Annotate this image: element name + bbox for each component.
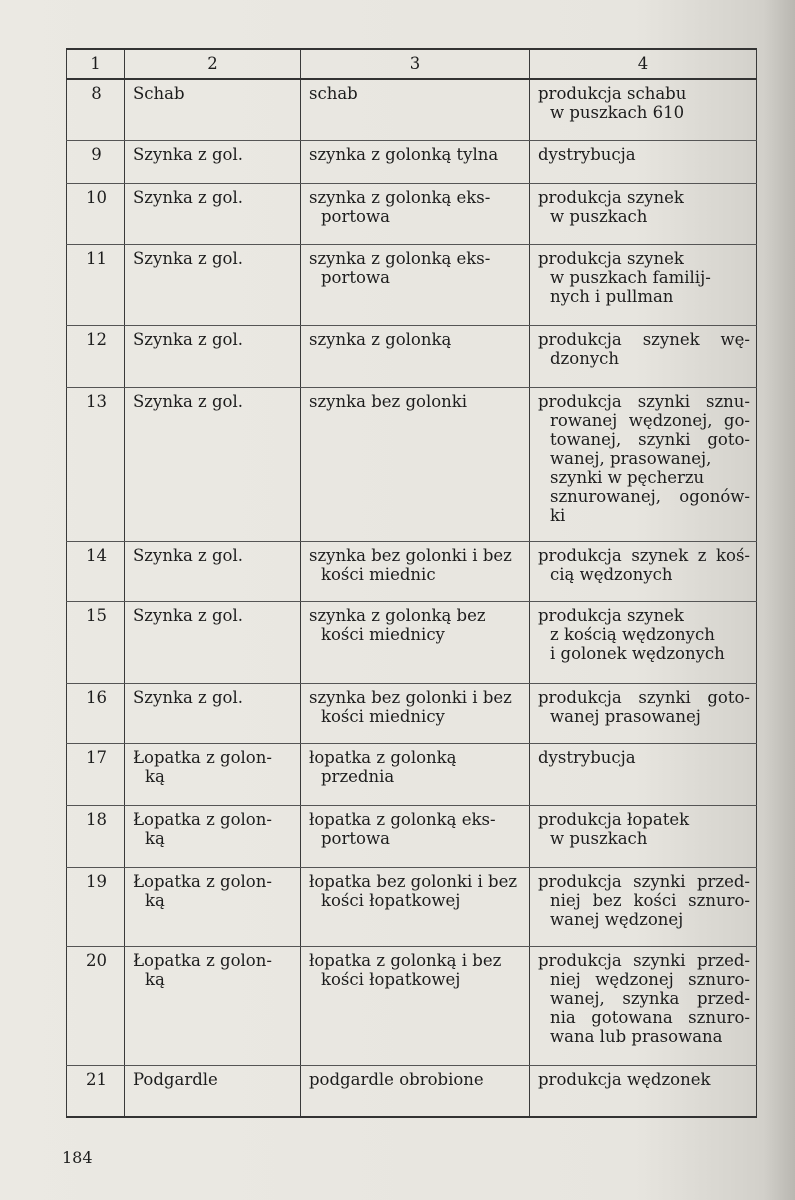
table-row — [67, 140, 757, 183]
cut-usage — [530, 387, 757, 541]
header-col-3: 3 — [301, 49, 530, 79]
cell-line: produkcja łopatek — [538, 809, 690, 829]
cell-line: niej wędzonej sznuro- — [550, 969, 750, 989]
cell-line: w puszkach — [550, 206, 648, 226]
cell-line: podgardle obrobione — [309, 1069, 484, 1089]
cell-line: ką — [145, 828, 165, 848]
cell-line: portowa — [321, 206, 390, 226]
cell-line: w puszkach familij- — [550, 267, 711, 287]
cell-line: wanej, szynka przed- — [550, 988, 750, 1008]
cut-usage — [530, 805, 757, 867]
cell-line: łopatka z golonką eks- — [309, 809, 496, 829]
cell-line: sznurowanej, ogonów- — [550, 486, 750, 506]
cut-type — [301, 946, 530, 1065]
row-number: 19 — [67, 867, 125, 946]
cell-line: Szynka z gol. — [133, 187, 243, 207]
cell-line: Łopatka z golon- — [133, 809, 272, 829]
cut-usage — [530, 743, 757, 805]
cell-line: produkcja szynek — [538, 605, 684, 625]
table-row — [67, 805, 757, 867]
cell-line: ki — [550, 505, 566, 525]
cell-line: niej bez kości sznuro- — [550, 890, 750, 910]
table-body — [67, 79, 757, 1117]
cell-line: Łopatka z golon- — [133, 747, 272, 767]
cell-line: produkcja szynki przed- — [538, 871, 750, 891]
cell-line: produkcja szynki sznu- — [538, 391, 750, 411]
header-col-4: 4 — [530, 49, 757, 79]
cell-line: wana lub prasowana — [550, 1026, 723, 1046]
cell-line: szynka bez golonki i bez — [309, 545, 512, 565]
table-row — [67, 601, 757, 683]
row-number: 10 — [67, 183, 125, 244]
row-number: 21 — [67, 1065, 125, 1117]
row-number: 20 — [67, 946, 125, 1065]
cell-line: Łopatka z golon- — [133, 950, 272, 970]
cut-type — [301, 743, 530, 805]
cell-line: Szynka z gol. — [133, 248, 243, 268]
cell-line: portowa — [321, 828, 390, 848]
cut-usage — [530, 601, 757, 683]
row-number: 12 — [67, 325, 125, 387]
cell-line: towanej, szynki goto- — [550, 429, 750, 449]
cut-usage — [530, 867, 757, 946]
cut-type — [301, 805, 530, 867]
cell-line: kości miednicy — [321, 706, 445, 726]
cell-line: produkcja wędzonek — [538, 1069, 711, 1089]
cut-usage-table — [66, 48, 757, 1118]
cell-line: szynka z golonką eks- — [309, 248, 491, 268]
cell-line: produkcja szynek wę- — [538, 329, 750, 349]
cut-name — [125, 1065, 301, 1117]
cell-line: Szynka z gol. — [133, 545, 243, 565]
cell-line: szynki w pęcherzu — [550, 467, 705, 487]
cut-usage — [530, 541, 757, 601]
cell-line: szynka z golonką bez — [309, 605, 486, 625]
cut-name — [125, 743, 301, 805]
cell-line: przednia — [321, 766, 395, 786]
cut-type — [301, 867, 530, 946]
cell-line: Szynka z gol. — [133, 144, 243, 164]
cut-name — [125, 867, 301, 946]
cut-name — [125, 79, 301, 140]
cell-line: kości łopatkowej — [321, 969, 461, 989]
table-row — [67, 79, 757, 140]
cell-line: produkcja szynek — [538, 187, 684, 207]
cut-name — [125, 946, 301, 1065]
cell-line: produkcja szynek z koś- — [538, 545, 750, 565]
cut-name — [125, 601, 301, 683]
cell-line: nia gotowana sznuro- — [550, 1007, 750, 1027]
table-row — [67, 743, 757, 805]
table-row — [67, 541, 757, 601]
cut-name — [125, 805, 301, 867]
cell-line: w puszkach — [550, 828, 648, 848]
cell-line: ką — [145, 969, 165, 989]
cell-line: produkcja szynek — [538, 248, 684, 268]
page-number: 184 — [62, 1148, 93, 1167]
cut-type — [301, 541, 530, 601]
table-row — [67, 325, 757, 387]
cut-type — [301, 387, 530, 541]
cut-usage — [530, 140, 757, 183]
cell-line: wanej prasowanej — [550, 706, 701, 726]
cell-line: schab — [309, 84, 358, 103]
row-number: 15 — [67, 601, 125, 683]
cell-line: w puszkach 610 — [550, 103, 685, 122]
cut-usage — [530, 79, 757, 140]
cell-line: produkcja szynki przed- — [538, 950, 750, 970]
cut-name — [125, 325, 301, 387]
cut-name — [125, 541, 301, 601]
cut-type — [301, 325, 530, 387]
row-number: 13 — [67, 387, 125, 541]
cell-line: łopatka z golonką i bez — [309, 950, 502, 970]
cell-line: dzonych — [550, 348, 620, 368]
cell-line: Szynka z gol. — [133, 687, 243, 707]
header-col-2: 2 — [125, 49, 301, 79]
cut-type — [301, 601, 530, 683]
cell-line: wanej, prasowanej, — [550, 448, 712, 468]
cell-line: portowa — [321, 267, 390, 287]
cut-usage — [530, 1065, 757, 1117]
cut-name — [125, 183, 301, 244]
cut-type — [301, 140, 530, 183]
table-row — [67, 867, 757, 946]
cell-line: dystrybucja — [538, 747, 636, 767]
cell-line: z kością wędzonych — [550, 624, 715, 644]
row-number: 9 — [67, 140, 125, 183]
cell-line: dystrybucja — [538, 144, 636, 164]
row-number: 17 — [67, 743, 125, 805]
row-number: 16 — [67, 683, 125, 743]
cell-line: Szynka z gol. — [133, 605, 243, 625]
cut-type — [301, 183, 530, 244]
cell-line: Schab — [133, 84, 185, 103]
cut-type — [301, 79, 530, 140]
table-row — [67, 244, 757, 325]
cell-line: Szynka z gol. — [133, 391, 243, 411]
cut-usage — [530, 946, 757, 1065]
cell-line: szynka bez golonki — [309, 391, 468, 411]
cell-line: nych i pullman — [550, 286, 674, 306]
table-header-row — [67, 49, 757, 79]
cut-name — [125, 244, 301, 325]
cell-line: Szynka z gol. — [133, 329, 243, 349]
cell-line: Podgardle — [133, 1069, 218, 1089]
cell-line: kości miednicy — [321, 624, 445, 644]
table-row — [67, 1065, 757, 1117]
header-col-1: 1 — [67, 49, 125, 79]
cut-type — [301, 683, 530, 743]
cell-line: ką — [145, 890, 165, 910]
cell-line: łopatka z golonką — [309, 747, 457, 767]
table-row — [67, 946, 757, 1065]
cut-type — [301, 1065, 530, 1117]
cell-line: szynka bez golonki i bez — [309, 687, 512, 707]
cell-line: produkcja szynki goto- — [538, 687, 750, 707]
cell-line: Łopatka z golon- — [133, 871, 272, 891]
cut-usage — [530, 183, 757, 244]
cell-line: szynka z golonką tylna — [309, 144, 499, 164]
cut-usage — [530, 244, 757, 325]
cut-name — [125, 140, 301, 183]
cell-line: szynka z golonką — [309, 329, 452, 349]
cell-line: i golonek wędzonych — [550, 643, 725, 663]
cell-line: szynka z golonką eks- — [309, 187, 491, 207]
cell-line: kości łopatkowej — [321, 890, 461, 910]
cell-line: cią wędzonych — [550, 564, 673, 584]
row-number: 18 — [67, 805, 125, 867]
row-number: 8 — [67, 79, 125, 140]
cut-type — [301, 244, 530, 325]
cut-name — [125, 387, 301, 541]
row-number: 11 — [67, 244, 125, 325]
cut-usage — [530, 683, 757, 743]
cell-line: wanej wędzonej — [550, 909, 684, 929]
cell-line: ką — [145, 766, 165, 786]
cut-name — [125, 683, 301, 743]
table-row — [67, 683, 757, 743]
cell-line: produkcja schabu — [538, 84, 687, 103]
cell-line: rowanej wędzonej, go- — [550, 410, 750, 430]
table-row — [67, 387, 757, 541]
row-number: 14 — [67, 541, 125, 601]
cut-usage — [530, 325, 757, 387]
table-row — [67, 183, 757, 244]
cell-line: łopatka bez golonki i bez — [309, 871, 518, 891]
cell-line: kości miednic — [321, 564, 436, 584]
